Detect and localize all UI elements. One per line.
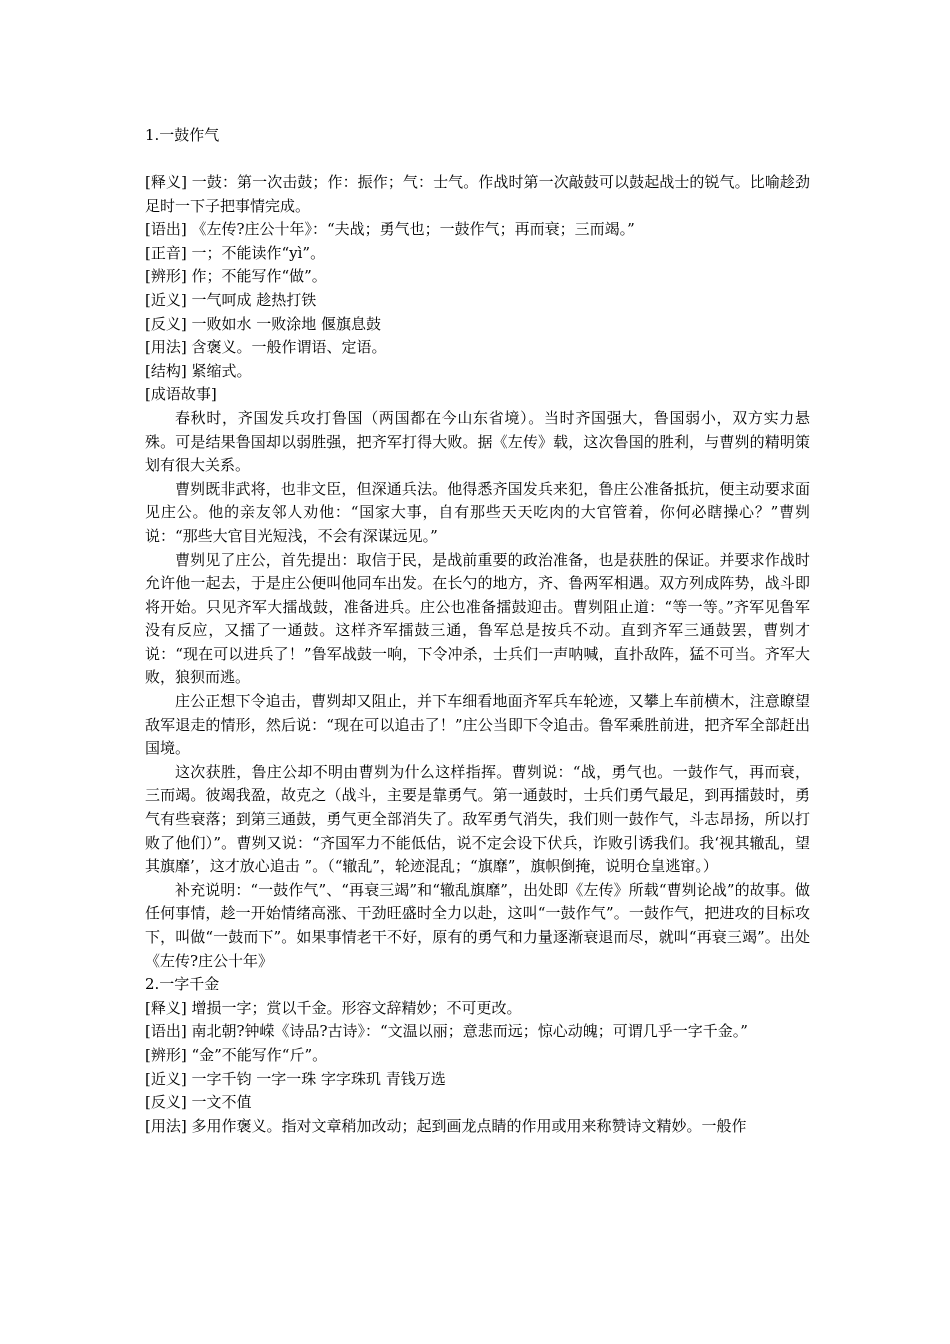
entry-1-story-heading: [成语故事] (145, 385, 217, 404)
entry-1-pronunciation: [正音] 一；不能读作“yì”。 (145, 243, 326, 262)
story-paragraph: 曹刿既非武将，也非文臣，但深通兵法。他得悉齐国发兵来犯，鲁庄公准备抵抗，便主动要求面见庄公。他的亲友邻人劝他：“国家大事，自有那些天天吃肉的大官管着，你何必瞎操心？”曹刿说：“那些大官目光短浅，不会有深谋远见。” (145, 479, 810, 545)
story-paragraph: 曹刿见了庄公，首先提出：取信于民，是战前重要的政治准备，也是获胜的保证。并要求作战时允许他一起去，于是庄公便叫他同车出发。在长勺的地方，齐、鲁两军相遇。双方列成阵势，战斗即将开始。只见齐军大擂战鼓，准备进兵。庄公也准备擂鼓迎击。曹刿阻止道：“等一等。”齐军见鲁军没有反应，又擂了一通鼓。这样齐军擂鼓三通，鲁军总是按兵不动。直到齐军三通鼓罢，曹刿才说：“现在可以进兵了！”鲁军战鼓一响，下令冲杀，士兵们一声呐喊，直扑敌阵，猛不可当。齐军大败，狼狈而逃。 (145, 550, 810, 687)
entry-2-usage: [用法] 多用作褒义。指对文章稍加改动；起到画龙点睛的作用或用来称赞诗文精妙。一般作 (145, 1116, 747, 1135)
entry-1-definition: [释义] 一鼓：第一次击鼓；作：振作；气：士气。作战时第一次敲鼓可以鼓起战士的锐气。比喻趁劲足时一下子把事情完成。 (145, 173, 810, 215)
story-paragraph: 补充说明：“一鼓作气”、“再衰三竭”和“辙乱旗靡”，出处即《左传》所载“曹刿论战”的故事。做任何事情，趁一开始情绪高涨、干劲旺盛时全力以赴，这叫“一鼓作气”。一鼓作气，把进攻的目标攻下，叫做“一鼓而下”。如果事情老干不好，原有的勇气和力量逐渐衰退而尽，就叫“再衰三竭”。出处《左传?庄公十年》 (145, 880, 810, 970)
entry-1-title: 1.一鼓作气 (145, 126, 220, 144)
entry-1-antonyms: [反义] 一败如水 一败涂地 偃旗息鼓 (145, 314, 382, 333)
story-paragraph: 春秋时，齐国发兵攻打鲁国（两国都在今山东省境）。当时齐国强大，鲁国弱小，双方实力悬殊。可是结果鲁国却以弱胜强，把齐军打得大败。据《左传》载，这次鲁国的胜利，与曹刿的精明策划有很大关系。 (145, 408, 810, 475)
entry-2-synonyms: [近义] 一字千钧 一字一珠 字字珠玑 青钱万选 (145, 1069, 446, 1088)
story-paragraph: 庄公正想下令追击，曹刿却又阻止，并下车细看地面齐军兵车轮迹，又攀上车前横木，注意瞭望敌军退走的情形，然后说：“现在可以追击了！”庄公当即下令追击。鲁军乘胜前进，把齐军全部赶出国境。 (145, 692, 810, 758)
entry-2-title: 2.一字千金 (145, 975, 220, 994)
entry-2-definition: [释义] 增损一字；赏以千金。形容文辞精妙；不可更改。 (145, 998, 522, 1017)
entry-1-usage: [用法] 含褒义。一般作谓语、定语。 (145, 338, 387, 357)
entry-1-synonyms: [近义] 一气呵成 趁热打铁 (145, 290, 317, 309)
entry-2-antonyms: [反义] 一文不值 (145, 1093, 252, 1112)
entry-2-character-note: [辨形] “金”不能写作“斤”。 (145, 1045, 328, 1064)
document-page (145, 124, 810, 1138)
entry-1-source: [语出] 《左传?庄公十年》：“夫战；勇气也；一鼓作气；再而衰；三而竭。” (145, 220, 635, 239)
story-paragraph: 这次获胜，鲁庄公却不明由曹刿为什么这样指挥。曹刿说：“战，勇气也。一鼓作气，再而衰，三而竭。彼竭我盈，故克之（战斗，主要是靠勇气。第一通鼓时，士兵们勇气最足，到再擂鼓时，勇气有些衰落；到第三通鼓，勇气更全部消失了。敌军勇气消失，我们则一鼓作气，斗志昂扬，所以打败了他们）”。曹刿又说：“齐国军力不能低估，说不定会设下伏兵，诈败引诱我们。我‘视其辙乱，望其旗靡’，这才放心追击 ”。（“辙乱”，轮迹混乱；“旗靡”，旗帜倒掩，说明仓皇逃窜。） (145, 762, 810, 876)
entry-1-structure: [结构] 紧缩式。 (145, 361, 252, 380)
entry-2-source: [语出] 南北朝?钟嵘《诗品?古诗》：“文温以丽；意悲而远；惊心动魄；可谓几乎一字千金。” (145, 1022, 748, 1041)
entry-1-character-note: [辨形] 作；不能写作“做”。 (145, 267, 327, 286)
